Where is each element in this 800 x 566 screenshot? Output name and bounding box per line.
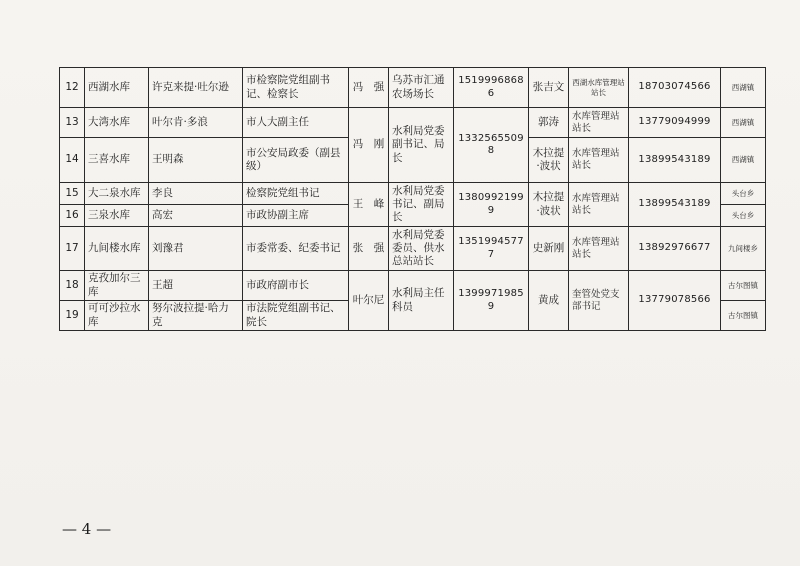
- contact-title: 水利局党委书记、副局长: [389, 183, 454, 227]
- reservoir-name: 大湾水库: [85, 108, 149, 138]
- row-index: 12: [60, 68, 85, 108]
- table-row: [60, 183, 766, 205]
- contact-name: 叶尔尼: [349, 271, 389, 331]
- leader-name: 许克来提·吐尔逊: [149, 68, 243, 108]
- manager-name: 史新刚: [529, 227, 569, 271]
- manager-title: 奎管处党支部书记: [569, 271, 629, 331]
- town-name: 古尔图镇: [721, 271, 766, 301]
- manager-name: 木拉提·波状: [529, 138, 569, 183]
- manager-title: 西湖水库管理站站长: [569, 68, 629, 108]
- contact-title: 乌苏市汇通农场场长: [389, 68, 454, 108]
- contact-title: 水利局党委委员、供水总站站长: [389, 227, 454, 271]
- manager-phone: 13899543189: [629, 138, 721, 183]
- row-index: 16: [60, 205, 85, 227]
- row-index: 14: [60, 138, 85, 183]
- leader-name: 高宏: [149, 205, 243, 227]
- reservoir-responsibility-table: [59, 67, 766, 331]
- leader-name: 李良: [149, 183, 243, 205]
- table-row: [60, 68, 766, 108]
- manager-name: 张吉文: [529, 68, 569, 108]
- contact-name: 冯 强: [349, 68, 389, 108]
- row-index: 17: [60, 227, 85, 271]
- manager-phone: 18703074566: [629, 68, 721, 108]
- leader-title: 市人大副主任: [243, 108, 349, 138]
- town-name: 西湖镇: [721, 68, 766, 108]
- contact-phone: 13999719859: [454, 271, 529, 331]
- town-name: 头台乡: [721, 205, 766, 227]
- table-row: [60, 108, 766, 138]
- town-name: 头台乡: [721, 183, 766, 205]
- contact-name: 张 强: [349, 227, 389, 271]
- manager-title: 水库管理站站长: [569, 183, 629, 227]
- contact-phone: 13519945777: [454, 227, 529, 271]
- manager-title: 水库管理站站长: [569, 138, 629, 183]
- manager-name: 木拉提·波状: [529, 183, 569, 227]
- leader-title: 市政协副主席: [243, 205, 349, 227]
- table-row: [60, 271, 766, 301]
- town-name: 西湖镇: [721, 108, 766, 138]
- manager-title: 水库管理站站长: [569, 227, 629, 271]
- leader-name: 叶尔肯·多浪: [149, 108, 243, 138]
- leader-name: 王明森: [149, 138, 243, 183]
- reservoir-name: 可可沙拉水库: [85, 301, 149, 331]
- reservoir-name: 西湖水库: [85, 68, 149, 108]
- manager-name: 黄成: [529, 271, 569, 331]
- manager-phone: 13779078566: [629, 271, 721, 331]
- contact-name: 王 峰: [349, 183, 389, 227]
- leader-title: 市公安局政委（副县级）: [243, 138, 349, 183]
- row-index: 19: [60, 301, 85, 331]
- leader-title: 市政府副市长: [243, 271, 349, 301]
- leader-name: 努尔波拉提·哈力克: [149, 301, 243, 331]
- manager-phone: 13892976677: [629, 227, 721, 271]
- town-name: 古尔图镇: [721, 301, 766, 331]
- page-number: — 4 —: [62, 520, 112, 538]
- leader-name: 刘豫君: [149, 227, 243, 271]
- contact-phone: 13809921999: [454, 183, 529, 227]
- town-name: 西湖镇: [721, 138, 766, 183]
- town-name: 九间楼乡: [721, 227, 766, 271]
- table-row: [60, 227, 766, 271]
- row-index: 18: [60, 271, 85, 301]
- row-index: 13: [60, 108, 85, 138]
- manager-title: 水库管理站站长: [569, 108, 629, 138]
- contact-name: 冯 刚: [349, 108, 389, 183]
- reservoir-name: 九间楼水库: [85, 227, 149, 271]
- contact-title: 水利局党委副书记、局长: [389, 108, 454, 183]
- manager-phone: 13779094999: [629, 108, 721, 138]
- reservoir-name: 大二泉水库: [85, 183, 149, 205]
- reservoir-name: 克孜加尔三库: [85, 271, 149, 301]
- row-index: 15: [60, 183, 85, 205]
- contact-title: 水利局主任科员: [389, 271, 454, 331]
- leader-title: 市检察院党组副书记、检察长: [243, 68, 349, 108]
- leader-title: 检察院党组书记: [243, 183, 349, 205]
- leader-title: 市法院党组副书记、院长: [243, 301, 349, 331]
- leader-title: 市委常委、纪委书记: [243, 227, 349, 271]
- manager-phone: 13899543189: [629, 183, 721, 227]
- contact-phone: 15199968686: [454, 68, 529, 108]
- contact-phone: 13325655098: [454, 108, 529, 183]
- reservoir-name: 三喜水库: [85, 138, 149, 183]
- leader-name: 王超: [149, 271, 243, 301]
- reservoir-name: 三泉水库: [85, 205, 149, 227]
- manager-name: 郭涛: [529, 108, 569, 138]
